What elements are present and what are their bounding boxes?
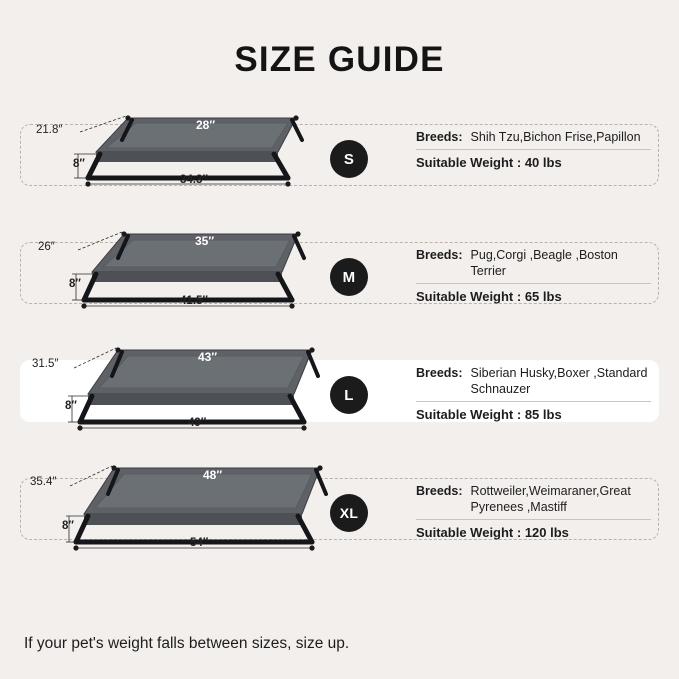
dim-base-width-s: 34.3″: [180, 174, 208, 186]
dim-depth-m: 26″: [38, 241, 55, 253]
dim-depth-s: 21.8″: [36, 124, 63, 136]
dim-base-width-xl: 54″: [190, 537, 209, 549]
weight-line-s: Suitable Weight : 40 lbs: [416, 155, 562, 170]
weight-line-xl: Suitable Weight : 120 lbs: [416, 525, 569, 540]
breeds-value: Siberian Husky,Boxer ,Standard Schnauzer: [470, 366, 648, 396]
size-row-l: [20, 332, 659, 447]
size-row-s: [20, 96, 659, 211]
dim-height-s: 8″: [73, 158, 85, 170]
breeds-value: Shih Tzu,Bichon Frise,Papillon: [470, 130, 641, 144]
dim-height-xl: 8″: [62, 520, 74, 532]
dim-base-width-l: 49″: [188, 417, 207, 429]
breeds-line-xl: [416, 483, 651, 520]
breeds-value: Rottweiler,Weimaraner,Great Pyrenees ,Mastiff: [470, 484, 631, 514]
size-badge-s: S: [330, 140, 368, 178]
dim-depth-xl: 35.4″: [30, 476, 57, 488]
breeds-line-m: [416, 247, 651, 284]
size-badge-xl: XL: [330, 494, 368, 532]
breeds-label: Breeds:: [416, 484, 463, 498]
breeds-line-l: [416, 365, 651, 402]
dim-top-width-l: 43″: [198, 350, 218, 364]
size-badge-l: L: [330, 376, 368, 414]
weight-line-l: Suitable Weight : 85 lbs: [416, 407, 562, 422]
size-row-xl: [20, 450, 659, 565]
size-info-xl: [416, 483, 651, 540]
dim-top-width-m: 35″: [195, 234, 215, 248]
size-info-m: [416, 247, 651, 304]
breeds-line-s: [416, 129, 651, 150]
weight-line-m: Suitable Weight : 65 lbs: [416, 289, 562, 304]
footer-note: If your pet's weight falls between sizes, size up.: [24, 635, 350, 652]
breeds-label: Breeds:: [416, 366, 463, 380]
page-title: SIZE GUIDE: [234, 40, 445, 79]
dim-base-width-m: 41.5″: [180, 295, 208, 307]
size-info-s: [416, 129, 651, 170]
size-info-l: [416, 365, 651, 422]
breeds-value: Pug,Corgi ,Beagle ,Boston Terrier: [470, 248, 618, 278]
size-row-m: [20, 214, 659, 329]
size-badge-m: M: [330, 258, 368, 296]
dim-top-width-xl: 48″: [203, 468, 223, 482]
breeds-label: Breeds:: [416, 130, 463, 144]
dim-depth-l: 31.5″: [32, 358, 59, 370]
dim-top-width-s: 28″: [196, 118, 216, 132]
breeds-label: Breeds:: [416, 248, 463, 262]
dim-height-m: 8″: [69, 278, 81, 290]
size-rows: [0, 96, 679, 565]
dim-height-l: 8″: [65, 400, 77, 412]
